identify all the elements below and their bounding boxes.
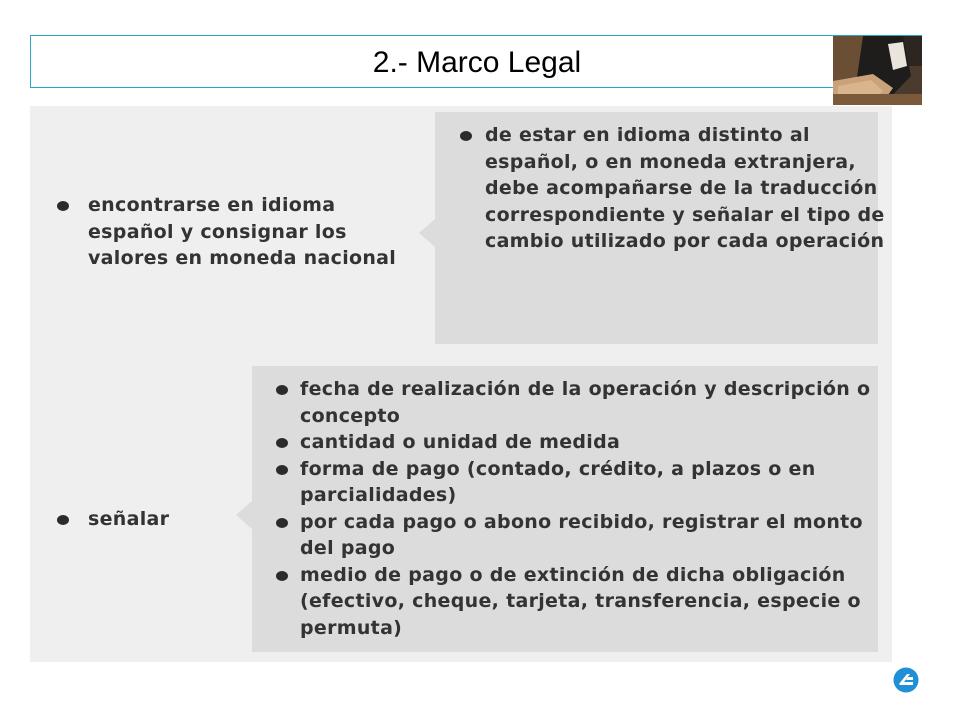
bullet-icon [57,515,69,525]
item-1-detail: de estar en idioma distinto al español, o en moneda extranjera, debe acompañarse de la traducción correspondiente y señalar el tipo de cambio utilizado por cada operación [485,124,885,252]
bullet-icon [276,438,288,448]
bullet-icon [276,571,288,581]
item-1-text: encontrarse en idioma español y consignar los valores en moneda nacional [88,194,397,269]
list-item [300,429,880,456]
lawyer-photo [833,36,922,105]
item-2-detail-list [300,376,880,641]
list-item-text: cantidad o unidad de medida [300,431,621,453]
list-item [300,376,880,429]
list-item-text: fecha de realización de la operación y descripción o concepto [300,378,871,427]
bullet-icon [276,385,288,395]
list-item [300,456,880,509]
list-item [300,562,880,642]
slide-title: 2.- Marco Legal [372,46,582,79]
title-box [30,35,922,88]
list-item-text: por cada pago o abono recibido, registrar el monto del pago [300,510,863,559]
item-2-text: señalar [88,508,170,530]
diagram [30,106,892,662]
bullet-icon [57,201,69,211]
bullet-icon [276,518,288,528]
company-logo-icon [893,667,919,693]
list-item-text: medio de pago o de extinción de dicha obligación (efectivo, cheque, tarjeta, transferencia, especie o permuta) [300,563,861,639]
list-item [300,509,880,562]
bullet-icon [460,131,472,141]
bullet-icon [276,465,288,475]
list-item-text: forma de pago (contado, crédito, a plazos o en parcialidades) [300,457,816,506]
